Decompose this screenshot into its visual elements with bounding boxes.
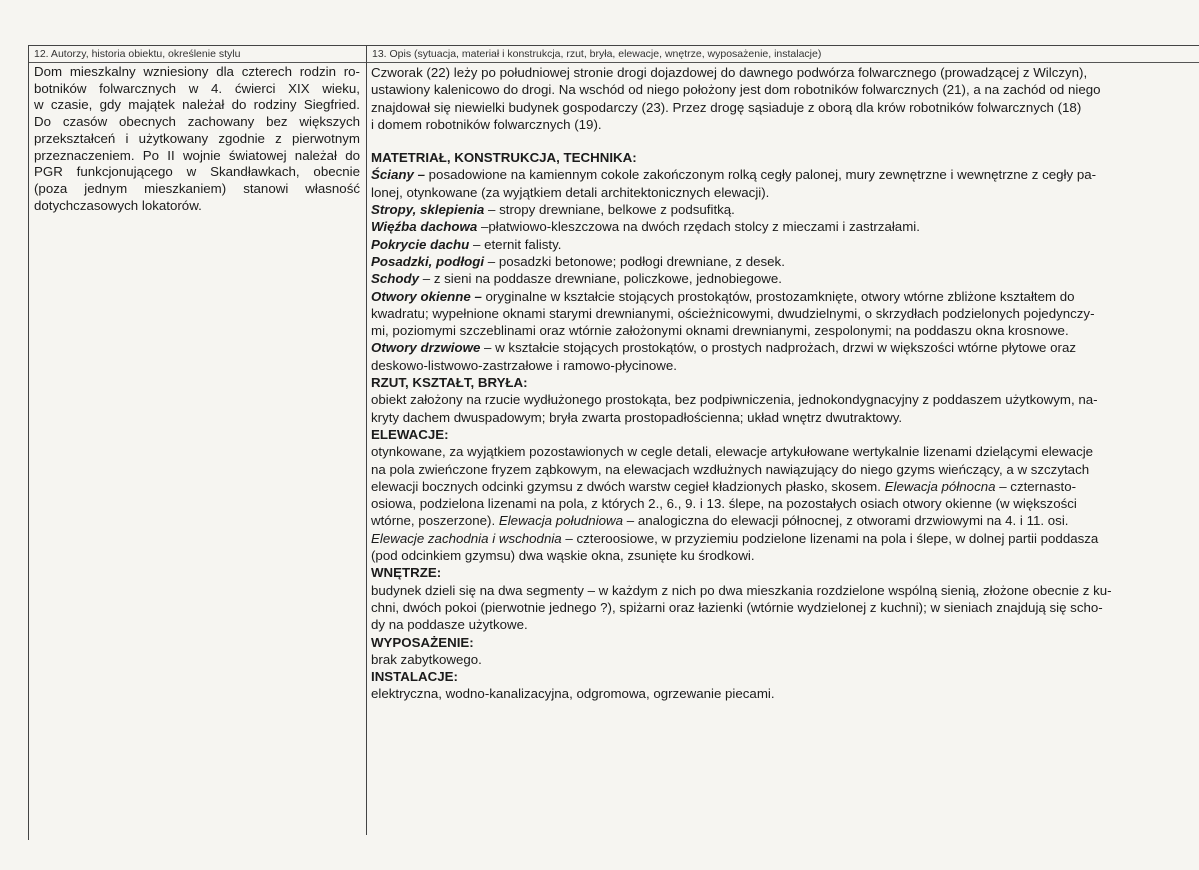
walls-line: lonej, otynkowane (za wyjątkiem detali architektonicznych elewacji). (371, 184, 770, 200)
material-heading: MATETRIAŁ, KONSTRUKCJA, TECHNIKA: (371, 150, 637, 166)
column-divider (366, 45, 367, 835)
description-text (371, 64, 1161, 703)
elevations-text: – czteroosiowe, w przyziemiu podzielone lizenami na pola i ślepe, w dolnej partii poddasza (561, 530, 1099, 546)
truss-text: –płatwiowo-kleszczowa na dwóch rzędach stolcy z mieczami i zastrzałami. (477, 219, 920, 235)
table-top-border (28, 45, 1199, 46)
situation-line: i domem robotników folwarcznych (19). (371, 116, 602, 132)
doors-line (371, 339, 1161, 356)
walls-label: Ściany – (371, 167, 425, 183)
ceilings-label: Stropy, sklepienia (371, 202, 485, 218)
header-divider (28, 62, 1199, 63)
section-12-header: 12. Autorzy, historia obiektu, określenie stylu (34, 48, 241, 60)
windows-line (371, 288, 1161, 305)
furnishing-text: brak zabytkowego. (371, 651, 482, 667)
history-line: botników folwarcznych w 4. ćwierci XIX wieku, (34, 80, 360, 96)
history-line: przekształceń i użytkowany zgodnie z pierwotnym (34, 130, 360, 146)
installations-heading: INSTALACJE: (371, 669, 458, 685)
south-elevation-label: Elewacja południowa (498, 513, 624, 529)
history-text (34, 64, 360, 214)
history-line: (poza jednym mieszkaniem) stanowi własność (34, 180, 360, 196)
elevations-text: – czternasto- (995, 478, 1077, 494)
elevations-text: – analogiczna do elewacji północnej, z otworami drzwiowymi na 4. i 11. osi. (623, 513, 1069, 529)
elevations-text: elewacji bocznych odcinki gzymsu z dwóch warstw cegieł kładzionych płasko, skosem. (371, 478, 885, 494)
plan-line: obiekt założony na rzucie wydłużonego prostokąta, bez podpiwniczenia, jednokondygnacyjny z poddaszem użytkowym, na- (371, 392, 1098, 408)
ceilings-line (371, 201, 1161, 218)
stairs-text: – z sieni na poddasze drewniane, policzkowe, jednobiegowe. (419, 271, 782, 287)
walls-text: posadowione na kamiennym cokole zakończonym rolką cegły palonej, mury zewnętrzne i wewnętrzne z cegły pa- (424, 167, 1097, 183)
elevations-line (371, 512, 1161, 529)
history-line: Do czasów obecnych zachowany bez większych (34, 114, 360, 130)
furnishing-heading: WYPOSAŻENIE: (371, 634, 474, 650)
floors-label: Posadzki, podłogi (371, 253, 485, 269)
table-left-border (28, 45, 29, 840)
interior-line: budynek dzieli się na dwa segmenty – w każdym z nich po dwa mieszkania rozdzielone wspólną sienią, złożone obecnie z ku- (371, 582, 1112, 598)
windows-text: oryginalne w kształcie stojących prostokątów, prostozamknięte, otwory wtórne zbliżone kształtem do (481, 288, 1075, 304)
windows-line: mi, poziomymi szczeblinami oraz wtórnie założonymi oknami drewnianymi, zespolonymi; na poddaszu okna krosnowe. (371, 323, 1069, 339)
history-line: przeznaczeniem. Po II wojnie światowej należał do (34, 147, 360, 163)
installations-text: elektryczna, wodno-kanalizacyjna, odgromowa, ogrzewanie piecami. (371, 686, 775, 702)
interior-heading: WNĘTRZE: (371, 565, 442, 581)
situation-line: znajdował się niewielki budynek gospodarczy (23). Przez drogę sąsiaduje z oborą dla krów robotników folwarcznych (18) (371, 99, 1082, 115)
history-line: dotychczasowych lokatorów. (34, 197, 202, 213)
north-elevation-label: Elewacja północna (884, 478, 996, 494)
stairs-line (371, 270, 1161, 287)
west-east-elevation-label: Elewacje zachodnia i wschodnia (371, 530, 562, 546)
doors-line: deskowo-listwowo-zastrzałowe i ramowo-płycinowe. (371, 357, 677, 373)
situation-line: ustawiony kalenicowo do drogi. Na wschód od niego położony jest dom robotników folwarcznych (21), a na zachód od niego (371, 82, 1101, 98)
roofing-text: – eternit falisty. (469, 236, 562, 252)
section-13-header: 13. Opis (sytuacja, materiał i konstrukcja, rzut, bryła, elewacje, wnętrze, wyposażenie, instalacje) (372, 48, 822, 60)
elevations-line: (pod odcinkiem gzymsu) dwa wąskie okna, zsunięte ku środkowi. (371, 548, 755, 564)
history-line: PGR funkcjonującego w Skandławkach, obecnie (34, 164, 360, 180)
walls-line (371, 166, 1161, 183)
interior-line: chni, dwóch pokoi (pierwotnie jednego ?), spiżarni oraz łazienki (wtórnie wydzielonej z kuchni); w sieniach znajdują się scho- (371, 599, 1103, 615)
doors-text: – w kształcie stojących prostokątów, o prostych nadprożach, drzwi w większości wtórne płytowe oraz (480, 340, 1076, 356)
doors-label: Otwory drzwiowe (371, 340, 481, 356)
truss-label: Więźba dachowa (371, 219, 478, 235)
elevations-text: wtórne, poszerzone). (371, 513, 499, 529)
ceilings-text: – stropy drewniane, belkowe z podsufitką. (484, 202, 735, 218)
windows-label: Otwory okienne – (371, 288, 482, 304)
interior-line: dy na poddasze użytkowe. (371, 617, 528, 633)
elevations-line (371, 530, 1161, 547)
stairs-label: Schody (371, 271, 420, 287)
elevations-line (371, 478, 1161, 495)
roofing-label: Pokrycie dachu (371, 236, 470, 252)
elevations-heading: ELEWACJE: (371, 426, 449, 442)
windows-line: kwadratu; wypełnione oknami starymi drewnianymi, ościeżnicowymi, dwudzielnymi, o skrzydłach podzielonych pojedynczy- (371, 305, 1095, 321)
situation-line: Czworak (22) leży po południowej stronie drogi dojazdowej do dawnego podwórza folwarcznego (prowadzącej z Wilczyn), (371, 65, 1088, 80)
history-line: Dom mieszkalny wzniesiony dla czterech rodzin ro- (34, 64, 360, 79)
elevations-line: otynkowane, za wyjątkiem pozostawionych w cegle detali, elewacje artykułowane wertykalnie lizenami dzielącymi elewacje (371, 444, 1094, 460)
truss-line (371, 218, 1161, 235)
roofing-line (371, 236, 1161, 253)
plan-heading: RZUT, KSZTAŁT, BRYŁA: (371, 375, 528, 391)
floors-line (371, 253, 1161, 270)
elevations-line: osiowa, podzielona lizenami na pola, z których 2., 6., 9. i 13. ślepe, na pozostałych osiach otwory okienne (w większości (371, 496, 1077, 512)
floors-text: – posadzki betonowe; podłogi drewniane, z desek. (484, 253, 785, 269)
plan-line: kryty dachem dwuspadowym; bryła zwarta prostopadłościenna; układ wnętrz dwutraktowy. (371, 409, 903, 425)
history-line: w czasie, gdy majątek należał do rodziny Siegfried. (34, 97, 360, 113)
elevations-line: na pola zwieńczone fryzem ząbkowym, na elewacjach wzdłużnych nawiązujący do niego gzyms wieńczący, a w szczytach (371, 461, 1090, 477)
